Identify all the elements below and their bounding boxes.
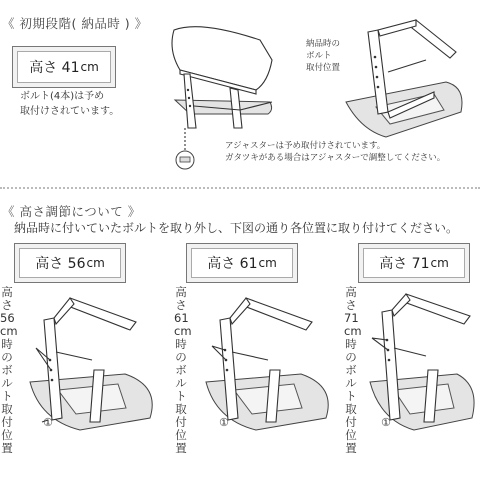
height-61-label: 高さ 61 bbox=[207, 256, 258, 272]
panel3-marker: ① bbox=[381, 416, 391, 429]
bolt-note-line1: ボルト(4本)は予め bbox=[20, 91, 105, 102]
height-61-box bbox=[186, 243, 298, 283]
table-underside-illustration bbox=[306, 12, 466, 142]
panel2-marker: ① bbox=[219, 416, 229, 429]
height-71-illustration bbox=[362, 290, 477, 440]
table-side-illustration bbox=[160, 10, 280, 140]
height-61-unit: cm bbox=[258, 256, 277, 270]
height-56-illustration bbox=[20, 290, 160, 440]
height-71-label: 高さ 71 bbox=[379, 256, 430, 272]
bolt-note-line2: 取付けされています。 bbox=[20, 106, 120, 117]
panel1-marker: ① bbox=[43, 416, 53, 429]
section2-title: 《 高さ調節について 》 bbox=[2, 204, 141, 219]
bolt-preinstalled-note bbox=[20, 89, 119, 119]
height-71-vertical-label: 高 さ 71 cm 時 の ボ ル ト 取 付 位 置 bbox=[344, 285, 362, 455]
height-71-box bbox=[358, 243, 470, 283]
height-41-box bbox=[12, 46, 116, 88]
height-56-vertical-label: 高 さ 56 cm 時 の ボ ル ト 取 付 位 置 bbox=[0, 285, 18, 455]
height-61-illustration bbox=[196, 290, 336, 440]
height-56-label: 高さ 56 bbox=[35, 256, 86, 272]
height-61-vertical-label: 高 さ 61 cm 時 の ボ ル ト 取 付 位 置 bbox=[174, 285, 192, 455]
adjuster-note bbox=[225, 140, 445, 164]
bolt-position-label bbox=[306, 38, 340, 74]
bolt-position-line1: 納品時の bbox=[306, 39, 341, 49]
section1-title: 《 初期段階( 納品時 ) 》 bbox=[2, 16, 148, 31]
height-adjust-instruction: 納品時に付いていたボルトを取り外し、下図の通り各位置に取り付けてください。 bbox=[14, 221, 459, 235]
bolt-position-line2: ボルト bbox=[306, 51, 332, 61]
height-41-label: 高さ 41 bbox=[29, 60, 80, 76]
adjuster-line1: アジャスターは予め取付けされています。 bbox=[225, 141, 386, 151]
height-56-unit: cm bbox=[86, 256, 105, 270]
section-divider bbox=[0, 187, 480, 189]
height-56-box bbox=[14, 243, 126, 283]
bolt-position-line3: 取付位置 bbox=[306, 63, 341, 73]
height-71-unit: cm bbox=[430, 256, 449, 270]
adjuster-line2: ガタツキがある場合はアジャスターで調整してください。 bbox=[225, 153, 446, 163]
height-41-unit: cm bbox=[80, 60, 99, 74]
